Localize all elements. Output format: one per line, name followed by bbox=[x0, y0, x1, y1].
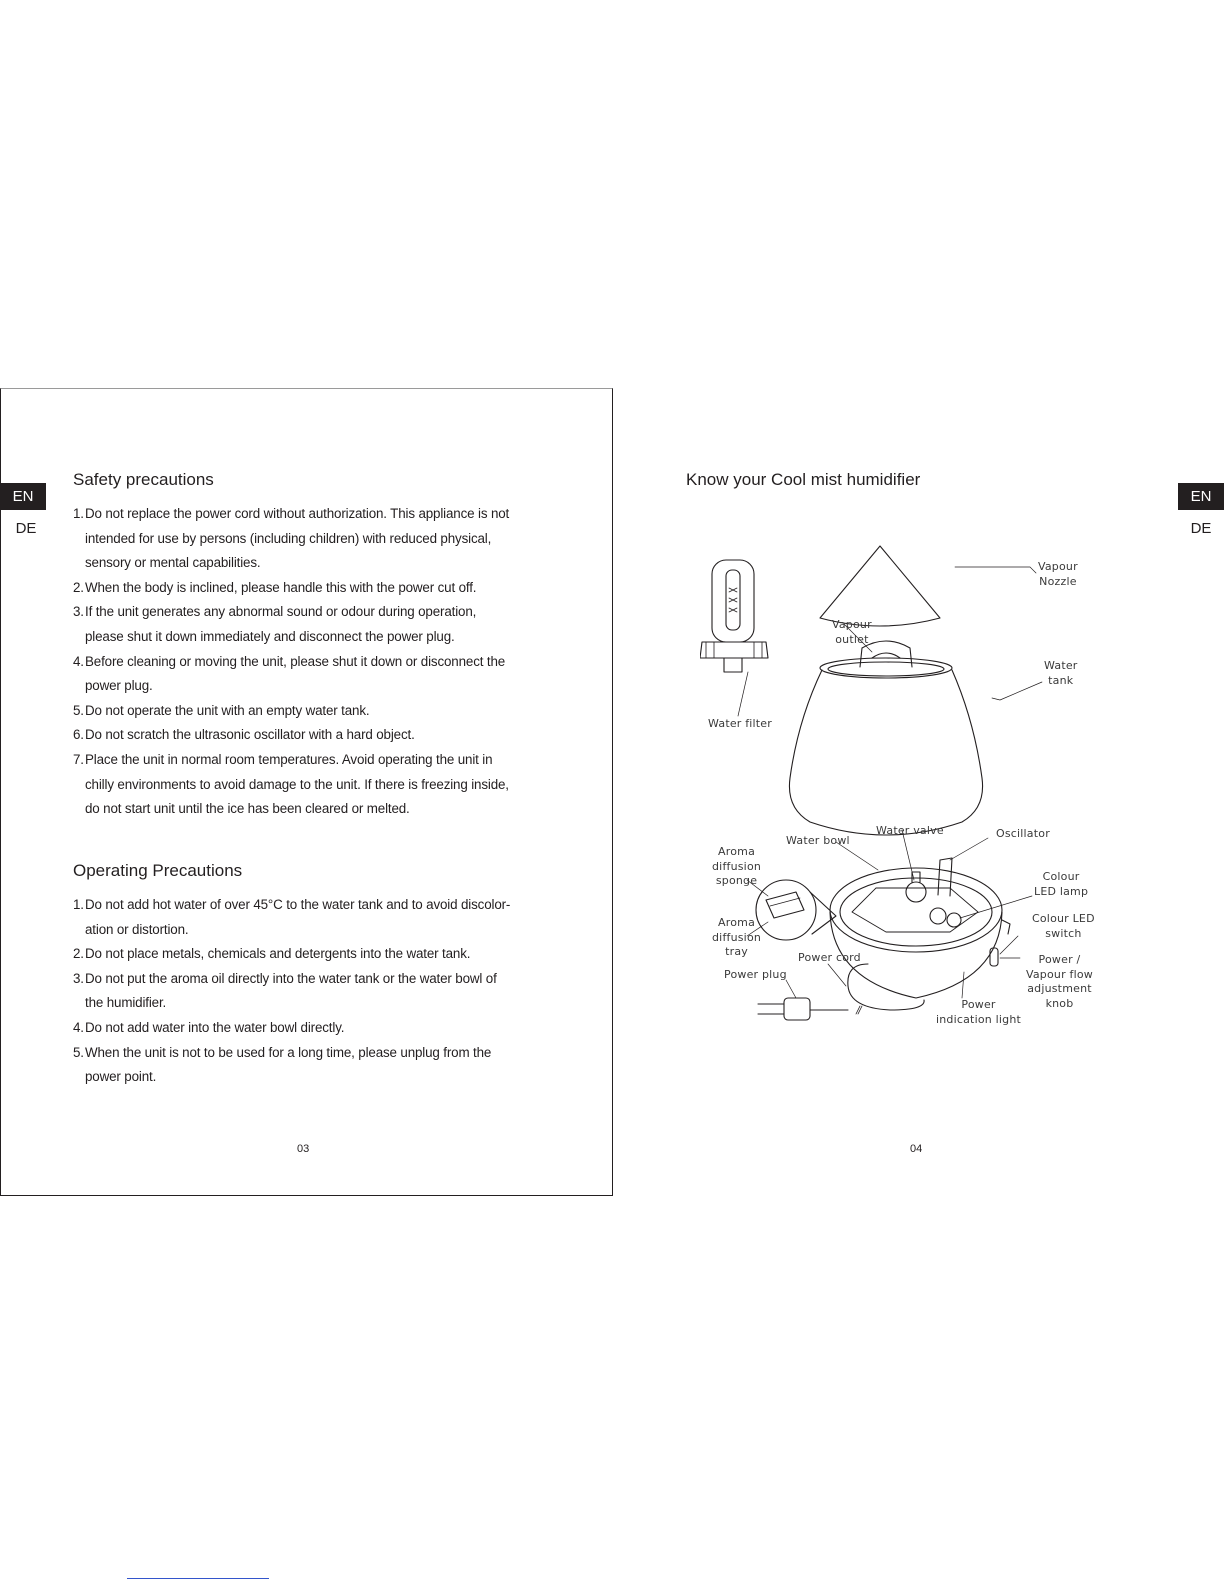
operating-title: Operating Precautions bbox=[73, 861, 243, 880]
water-filter-shape bbox=[700, 560, 768, 672]
list-item bbox=[73, 942, 553, 967]
list-item-number: 3. bbox=[73, 970, 84, 986]
list-item-line: the humidifier. bbox=[85, 995, 167, 1011]
label-power-plug: Power plug bbox=[724, 968, 787, 981]
list-item-line: When the unit is not to be used for a long time, please unplug from the bbox=[85, 1044, 492, 1060]
list-item bbox=[73, 723, 553, 748]
list-item-number: 1. bbox=[73, 897, 84, 912]
list-item-number: 1. bbox=[73, 506, 84, 521]
list-item-number: 2. bbox=[73, 579, 84, 595]
list-item-line: intended for use by persons (including children) with reduced physical, bbox=[85, 530, 492, 546]
list-item-line: Place the unit in normal room temperatures. Avoid operating the unit in bbox=[85, 751, 493, 767]
list-item-line: power plug. bbox=[85, 678, 153, 694]
label-aroma-sponge: Aroma diffusion sponge bbox=[712, 845, 762, 887]
list-item-line: chilly environments to avoid damage to the unit. If there is freezing inside, bbox=[85, 776, 509, 792]
list-item-line: please shut it down immediately and disconnect the power plug. bbox=[85, 628, 455, 644]
list-item-line: do not start unit until the ice has been cleared or melted. bbox=[85, 801, 410, 817]
safety-list bbox=[73, 502, 553, 822]
list-item-number: 4. bbox=[73, 653, 84, 669]
list-item bbox=[73, 576, 553, 601]
label-aroma-tray: Aroma diffusion tray bbox=[712, 916, 762, 958]
list-item-line: Before cleaning or moving the unit, please shut it down or disconnect the bbox=[85, 653, 506, 669]
list-item-number: 7. bbox=[73, 751, 84, 767]
list-item bbox=[73, 967, 553, 1016]
label-power-light: Power indication light bbox=[936, 998, 1022, 1026]
list-item-line: When the body is inclined, please handle this with the power cut off. bbox=[85, 579, 477, 595]
lang-tab-de-left[interactable]: DE bbox=[15, 520, 37, 537]
list-item-line: If the unit generates any abnormal sound or odour during operation, bbox=[85, 604, 477, 620]
bottom-link-line bbox=[127, 1578, 269, 1579]
leader-lines bbox=[738, 567, 1042, 998]
list-item-line: Do not add water into the water bowl directly. bbox=[85, 1019, 345, 1035]
list-item bbox=[73, 600, 553, 649]
label-water-filter: Water filter bbox=[708, 717, 773, 730]
list-item-number: 5. bbox=[73, 702, 84, 718]
label-water-tank: Water tank bbox=[1044, 659, 1078, 687]
label-vapour-outlet: Vapour outlet bbox=[832, 618, 872, 646]
lang-tab-en-left[interactable]: EN bbox=[0, 483, 46, 510]
label-water-valve: Water valve bbox=[876, 824, 944, 837]
label-power-knob: Power / Vapour flow adjustment knob bbox=[1026, 953, 1093, 1010]
list-item-line: sensory or mental capabilities. bbox=[85, 555, 261, 571]
list-item-line: Do not operate the unit with an empty water tank. bbox=[85, 702, 370, 718]
lang-tab-de-right[interactable]: DE bbox=[1190, 520, 1212, 537]
list-item-number: 2. bbox=[73, 946, 84, 962]
list-item-line: Do not add hot water of over 45°C to the water tank and to avoid discolor- bbox=[85, 897, 511, 912]
list-item-number: 6. bbox=[73, 727, 84, 743]
vapour-nozzle-shape bbox=[820, 546, 940, 626]
list-item bbox=[73, 650, 553, 699]
list-item bbox=[73, 502, 553, 576]
label-colour-led-lamp: Colour LED lamp bbox=[1034, 870, 1089, 898]
label-oscillator: Oscillator bbox=[996, 827, 1050, 840]
list-item bbox=[73, 1016, 553, 1041]
operating-list bbox=[73, 893, 553, 1090]
page-number-right: 04 bbox=[910, 1143, 923, 1155]
safety-title: Safety precautions bbox=[73, 470, 214, 489]
lang-tab-en-right[interactable]: EN bbox=[1178, 483, 1224, 510]
list-item-line: Do not scratch the ultrasonic oscillator with a hard object. bbox=[85, 727, 415, 743]
list-item-line: Do not put the aroma oil directly into the water tank or the water bowl of bbox=[85, 970, 497, 986]
list-item-line: power point. bbox=[85, 1069, 157, 1085]
label-water-bowl: Water bowl bbox=[786, 834, 850, 847]
list-item bbox=[73, 1041, 553, 1090]
page-number-left: 03 bbox=[297, 1143, 310, 1155]
list-item bbox=[73, 699, 553, 724]
list-item-line: ation or distortion. bbox=[85, 921, 189, 937]
label-power-cord: Power cord bbox=[798, 951, 861, 964]
list-item bbox=[73, 748, 553, 822]
list-item-line: Do not place metals, chemicals and detergents into the water tank. bbox=[85, 946, 471, 962]
label-colour-led-switch: Colour LED switch bbox=[1032, 912, 1095, 940]
label-vapour-nozzle: Vapour Nozzle bbox=[1038, 560, 1078, 588]
water-tank-shape bbox=[789, 641, 982, 835]
list-item-number: 4. bbox=[73, 1019, 84, 1035]
list-item bbox=[73, 893, 553, 942]
list-item-number: 3. bbox=[73, 604, 84, 620]
aroma-tray-shape bbox=[756, 880, 836, 940]
list-item-line: Do not replace the power cord without authorization. This appliance is not bbox=[85, 506, 510, 521]
list-item-number: 5. bbox=[73, 1044, 84, 1060]
diagram-title: Know your Cool mist humidifier bbox=[686, 470, 921, 489]
